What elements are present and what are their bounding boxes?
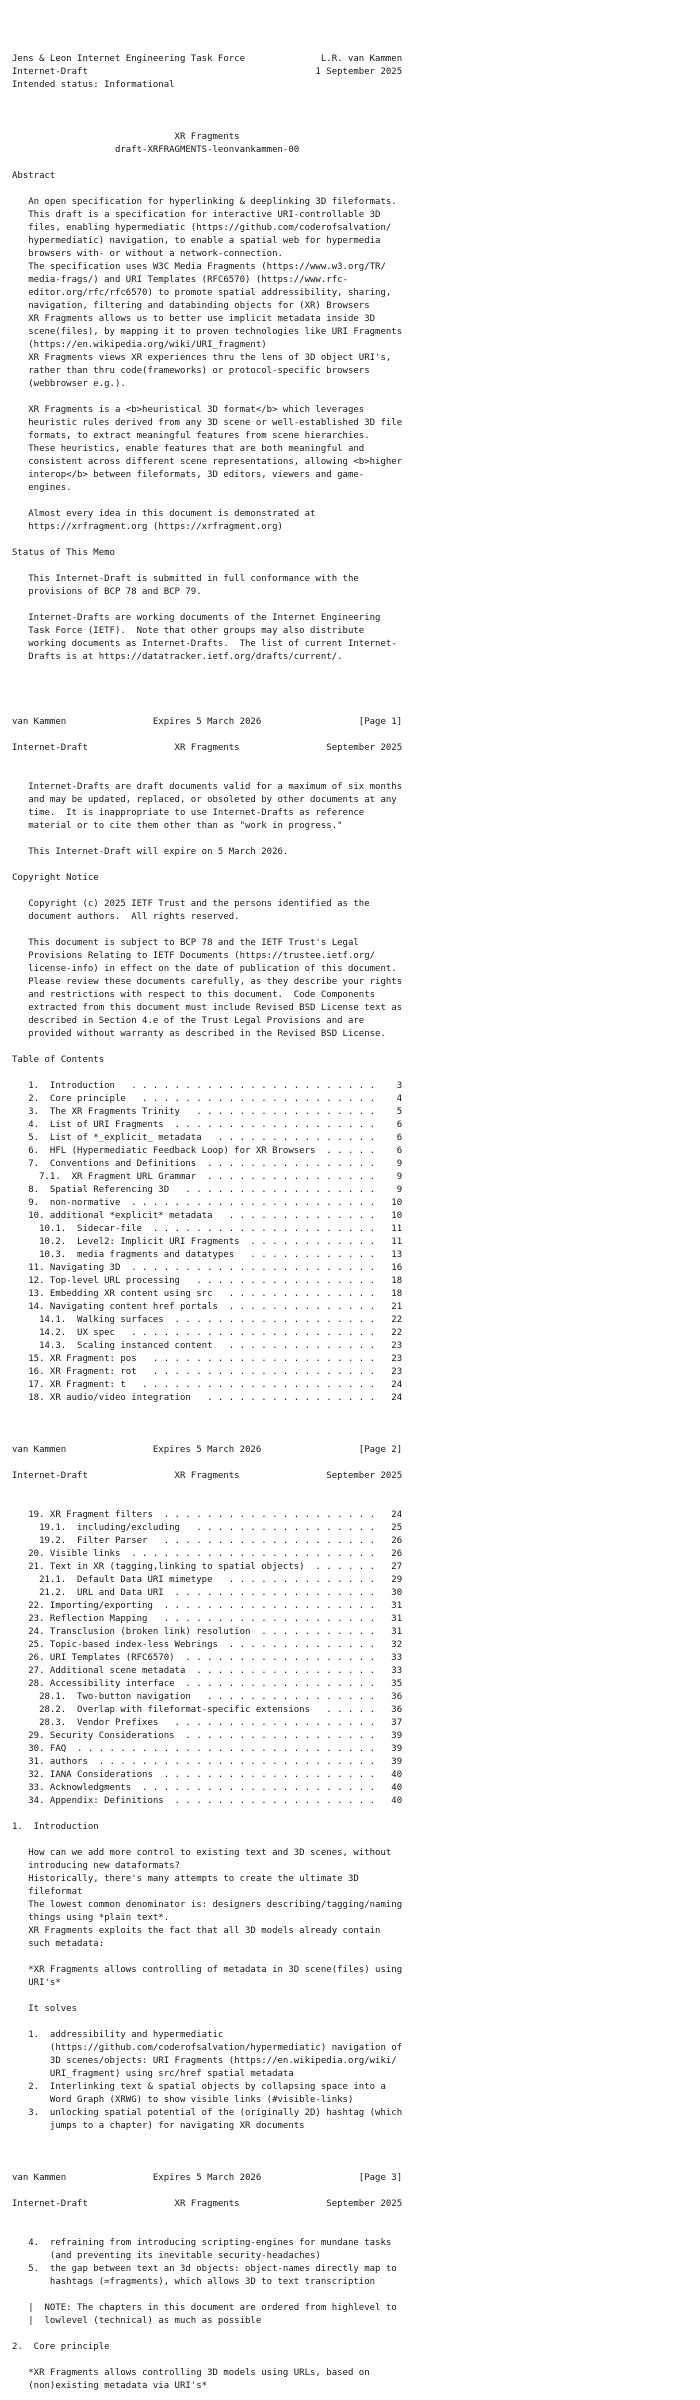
blank-line (12, 1834, 700, 1847)
toc-part-2-entry: 28.1. Two-button navigation . . . . . . . . . . . . . . . . 36 (12, 1692, 403, 1702)
section-1-heading: 1. Introduction (12, 1822, 99, 1832)
toc-part-2-entry: 19.1. including/excluding . . . . . . . . . . . . . . . . . 25 (12, 1523, 403, 1533)
page-footer-1: van Kammen Expires 5 March 2026 [Page 1] (12, 717, 403, 727)
blank-line (12, 677, 700, 690)
abstract-paragraph-2: heuristic rules derived from any 3D scene or well-established 3D file (12, 418, 403, 428)
section-2-emphasis: (non)existing metadata via URI's* (12, 2381, 208, 2391)
blank-line (12, 1483, 700, 1496)
blank-line (12, 833, 700, 846)
toc-part-2-entry: 23. Reflection Mapping . . . . . . . . . . . . . . . . . . . . 31 (12, 1614, 403, 1624)
copyright-paragraph-2: Provisions Relating to IETF Documents (https://trustee.ietf.org/ (12, 951, 376, 961)
toc-part-2-entry: 19.2. Filter Parser . . . . . . . . . . . . . . . . . . . . 26 (12, 1536, 403, 1546)
toc-part-1-entry: 7. Conventions and Definitions . . . . . . . . . . . . . . . . 9 (12, 1159, 403, 1169)
abstract-paragraph-2: engines. (12, 483, 72, 493)
status-paragraph-1: provisions of BCP 78 and BCP 79. (12, 587, 202, 597)
toc-part-2-entry: 19. XR Fragment filters . . . . . . . . . . . . . . . . . . . . 24 (12, 1510, 403, 1520)
masthead: Jens & Leon Internet Engineering Task Force L.R. van Kammen (12, 54, 403, 64)
blank-line (12, 2159, 700, 2172)
toc-part-2-entry: 30. FAQ . . . . . . . . . . . . . . . . . . . . . . . . . . . . 39 (12, 1744, 403, 1754)
blank-line (12, 1405, 700, 1418)
blank-line (12, 2133, 700, 2146)
section-1-paragraph: things using *plain text*. (12, 1913, 170, 1923)
it-solves-line: It solves (12, 2004, 78, 2014)
toc-part-1-entry: 17. XR Fragment: t . . . . . . . . . . . . . . . . . . . . . . 24 (12, 1380, 403, 1390)
blank-line (12, 157, 700, 170)
section-2-heading: 2. Core principle (12, 2342, 110, 2352)
toc-part-2-entry: 28.3. Vendor Prefixes . . . . . . . . . . . . . . . . . . . 37 (12, 1718, 403, 1728)
toc-part-2-entry: 21.2. URL and Data URI . . . . . . . . . . . . . . . . . . . 30 (12, 1588, 403, 1598)
toc-part-1-entry: 4. List of URI Fragments . . . . . . . . . . . . . . . . . . . 6 (12, 1120, 403, 1130)
copyright-paragraph-1: Copyright (c) 2025 IETF Trust and the persons identified as the (12, 899, 370, 909)
masthead: Internet-Draft 1 September 2025 (12, 67, 403, 77)
toc-part-1-entry: 13. Embedding XR content using src . . . . . . . . . . . . . . 18 (12, 1289, 403, 1299)
abstract-paragraph-1: An open specification for hyperlinking & deeplinking 3D fileformats. (12, 197, 397, 207)
toc-heading: Table of Contents (12, 1055, 105, 1065)
toc-part-1-entry: 11. Navigating 3D . . . . . . . . . . . . . . . . . . . . . . . 16 (12, 1263, 403, 1273)
section-1-paragraph: How can we add more control to existing text and 3D scenes, without (12, 1848, 392, 1858)
blank-line (12, 729, 700, 742)
toc-part-1-entry: 10.3. media fragments and datatypes . . . . . . . . . . . . 13 (12, 1250, 403, 1260)
status-paragraph-1: This Internet-Draft is submitted in full conformance with the (12, 574, 359, 584)
copyright-paragraph-2: provided without warranty as described in the Revised BSD License. (12, 1029, 386, 1039)
abstract-paragraph-1: XR Fragments views XR experiences thru the lens of 3D object URI's, (12, 353, 392, 363)
toc-part-1-entry: 8. Spatial Referencing 3D . . . . . . . . . . . . . . . . . . 9 (12, 1185, 403, 1195)
blank-line (12, 859, 700, 872)
abstract-paragraph-3: Almost every idea in this document is demonstrated at (12, 509, 316, 519)
blank-line (12, 183, 700, 196)
abstract-paragraph-1: rather than thru code(frameworks) or protocol-specific browsers (12, 366, 370, 376)
blank-line (12, 92, 700, 105)
abstract-paragraph-1: (webbrowser e.g.). (12, 379, 126, 389)
section-1-paragraph: Historically, there's many attempts to create the ultimate 3D (12, 1874, 359, 1884)
status-paragraph-2: Internet-Drafts are working documents of the Internet Engineering (12, 613, 381, 623)
blank-line (12, 2328, 700, 2341)
solves-list-items-1-3: (https://github.com/coderofsalvation/hypermediatic) navigation of (12, 2043, 403, 2053)
toc-part-2-entry: 31. authors . . . . . . . . . . . . . . . . . . . . . . . . . . 39 (12, 1757, 403, 1767)
toc-part-1-entry: 1. Introduction . . . . . . . . . . . . . . . . . . . . . . . 3 (12, 1081, 403, 1091)
blank-line (12, 664, 700, 677)
abstract-paragraph-2: consistent across different scene representations, allowing <b>higher (12, 457, 403, 467)
copyright-paragraph-2: and restrictions with respect to this document. Code Components (12, 990, 376, 1000)
blank-line (12, 560, 700, 573)
toc-part-1-entry: 14. Navigating content href portals . . . . . . . . . . . . . . 21 (12, 1302, 403, 1312)
copyright-paragraph-2: Please review these documents carefully, as they describe your rights (12, 977, 403, 987)
blank-line (12, 2185, 700, 2198)
blank-line (12, 599, 700, 612)
validity-paragraph: and may be updated, replaced, or obsoleted by other documents at any (12, 795, 397, 805)
page-header-2: Internet-Draft XR Fragments September 2025 (12, 743, 403, 753)
blank-line (12, 105, 700, 118)
page-header-4: Internet-Draft XR Fragments September 2025 (12, 2199, 403, 2209)
section-2-emphasis: *XR Fragments allows controlling 3D models using URLs, based on (12, 2368, 370, 2378)
copyright-paragraph-2: extracted from this document must include Revised BSD License text as (12, 1003, 403, 1013)
validity-paragraph: material or to cite them other than as "work in progress." (12, 821, 343, 831)
status-paragraph-2: Drafts is at https://datatracker.ietf.org/drafts/current/. (12, 652, 343, 662)
blank-line (12, 1418, 700, 1431)
blank-line (12, 2016, 700, 2029)
solves-list-items-1-3: Word Graph (XRWG) to show visible links (#visible-links) (12, 2095, 354, 2105)
copyright-heading: Copyright Notice (12, 873, 99, 883)
toc-part-1-entry: 3. The XR Fragments Trinity . . . . . . . . . . . . . . . . . 5 (12, 1107, 403, 1117)
abstract-paragraph-2: formats, to extract meaningful features from scene hierarchies. (12, 431, 370, 441)
abstract-paragraph-1: media-frags/) and URI Templates (RFC6570) (https://www.rfc- (12, 275, 348, 285)
blank-line (12, 534, 700, 547)
toc-part-2-entry: 22. Importing/exporting . . . . . . . . . . . . . . . . . . . . 31 (12, 1601, 403, 1611)
toc-part-2-entry: 33. Acknowledgments . . . . . . . . . . . . . . . . . . . . . . 40 (12, 1783, 403, 1793)
abstract-paragraph-1: scene(files), by mapping it to proven technologies like URI Fragments (12, 327, 403, 337)
doc-title: XR Fragments (12, 132, 240, 142)
abstract-paragraph-3: https://xrfragment.org (https://xrfragment.org) (12, 522, 283, 532)
abstract-paragraph-1: XR Fragments allows us to better use implicit metadata inside 3D (12, 314, 376, 324)
note-block: | lowlevel (technical) as much as possible (12, 2316, 262, 2326)
toc-part-2-entry: 28. Accessibility interface . . . . . . . . . . . . . . . . . . 35 (12, 1679, 403, 1689)
solves-list-items-4-5: 5. the gap between text an 3d objects: object-names directly map to (12, 2264, 397, 2274)
solves-list-items-1-3: URI_fragment) using src/href spatial metadata (12, 2069, 294, 2079)
toc-part-2-entry: 26. URI Templates (RFC6570) . . . . . . . . . . . . . . . . . . 33 (12, 1653, 403, 1663)
abstract-paragraph-1: The specification uses W3C Media Fragments (https://www.w3.org/TR/ (12, 262, 386, 272)
toc-part-2-entry: 20. Visible links . . . . . . . . . . . . . . . . . . . . . . . 26 (12, 1549, 403, 1559)
page-footer-3: van Kammen Expires 5 March 2026 [Page 3] (12, 2173, 403, 2183)
page-header-3: Internet-Draft XR Fragments September 2025 (12, 1471, 403, 1481)
solves-list-items-1-3: 2. Interlinking text & spatial objects by collapsing space into a (12, 2082, 386, 2092)
section-1-paragraph: such metadata: (12, 1939, 105, 1949)
section-1-paragraph: introducing new dataformats? (12, 1861, 180, 1871)
abstract-paragraph-1: editor.org/rfc/rfc6570) to promote spatial addressibility, sharing, (12, 288, 392, 298)
toc-part-2-entry: 24. Transclusion (broken link) resolution . . . . . . . . . . . 31 (12, 1627, 403, 1637)
toc-part-2-entry: 34. Appendix: Definitions . . . . . . . . . . . . . . . . . . . 40 (12, 1796, 403, 1806)
abstract-paragraph-1: This draft is a specification for interactive URI-controllable 3D (12, 210, 381, 220)
blank-line (12, 1067, 700, 1080)
blank-line (12, 703, 700, 716)
solves-list-items-1-3: 1. addressibility and hypermediatic (12, 2030, 224, 2040)
toc-part-1-entry: 5. List of *_explicit_ metadata . . . . . . . . . . . . . . . 6 (12, 1133, 403, 1143)
toc-part-1-entry: 2. Core principle . . . . . . . . . . . . . . . . . . . . . . 4 (12, 1094, 403, 1104)
page-footer-2: van Kammen Expires 5 March 2026 [Page 2] (12, 1445, 403, 1455)
toc-part-2-entry: 21.1. Default Data URI mimetype . . . . . . . . . . . . . . 29 (12, 1575, 403, 1585)
validity-paragraph: time. It is inappropriate to use Internet-Drafts as reference (12, 808, 365, 818)
toc-part-1-entry: 10.1. Sidecar-file . . . . . . . . . . . . . . . . . . . . . 11 (12, 1224, 403, 1234)
blank-line (12, 2211, 700, 2224)
blank-line (12, 768, 700, 781)
section-1-emphasis: URI's* (12, 1978, 61, 1988)
toc-part-2-entry: 25. Topic-based index-less Webrings . . . . . . . . . . . . . . 32 (12, 1640, 403, 1650)
section-1-paragraph: fileformat (12, 1887, 83, 1897)
abstract-heading: Abstract (12, 171, 56, 181)
toc-part-1-entry: 12. Top-level URL processing . . . . . . . . . . . . . . . . . 18 (12, 1276, 403, 1286)
toc-part-2-entry: 28.2. Overlap with fileformat-specific extensions . . . . . 36 (12, 1705, 403, 1715)
validity-paragraph: Internet-Drafts are draft documents valid for a maximum of six months (12, 782, 403, 792)
toc-part-2-entry: 32. IANA Considerations . . . . . . . . . . . . . . . . . . . . 40 (12, 1770, 403, 1780)
copyright-paragraph-2: license-info) in effect on the date of publication of this document. (12, 964, 397, 974)
toc-part-2-entry: 27. Additional scene metadata . . . . . . . . . . . . . . . . . 33 (12, 1666, 403, 1676)
abstract-paragraph-1: navigation, filtering and databinding objects for (XR) Browsers (12, 301, 370, 311)
toc-part-1-entry: 14.3. Scaling instanced content . . . . . . . . . . . . . . 23 (12, 1341, 403, 1351)
expiry-paragraph: This Internet-Draft will expire on 5 March 2026. (12, 847, 289, 857)
solves-list-items-4-5: 4. refraining from introducing scripting-engines for mundane tasks (12, 2238, 392, 2248)
note-block: | NOTE: The chapters in this document are ordered from highlevel to (12, 2303, 397, 2313)
toc-part-1-entry: 14.2. UX spec . . . . . . . . . . . . . . . . . . . . . . . 22 (12, 1328, 403, 1338)
blank-line (12, 1808, 700, 1821)
solves-list-items-4-5: hashtags (=fragments), which allows 3D to text transcription (12, 2277, 376, 2287)
abstract-paragraph-2: These heuristics, enable features that are both meaningful and (12, 444, 365, 454)
blank-line (12, 924, 700, 937)
toc-part-1-entry: 10.2. Level2: Implicit URI Fragments . . . . . . . . . . . . 11 (12, 1237, 403, 1247)
toc-part-1-entry: 10. additional *explicit* metadata . . . . . . . . . . . . . . 10 (12, 1211, 403, 1221)
abstract-paragraph-1: files, enabling hypermediatic (https://github.com/coderofsalvation/ (12, 223, 392, 233)
blank-line (12, 118, 700, 131)
blank-line (12, 1431, 700, 1444)
section-1-paragraph: The lowest common denominator is: designers describing/tagging/naming (12, 1900, 403, 1910)
toc-part-1-entry: 14.1. Walking surfaces . . . . . . . . . . . . . . . . . . . 22 (12, 1315, 403, 1325)
blank-line (12, 495, 700, 508)
toc-part-2-entry: 21. Text in XR (tagging,linking to spatial objects) . . . . . . 27 (12, 1562, 403, 1572)
solves-list-items-4-5: (and preventing its inevitable security-headaches) (12, 2251, 321, 2261)
status-paragraph-2: Task Force (IETF). Note that other groups may also distribute (12, 626, 365, 636)
toc-part-1-entry: 7.1. XR Fragment URL Grammar . . . . . . . . . . . . . . . . 9 (12, 1172, 403, 1182)
toc-part-1-entry: 16. XR Fragment: rot . . . . . . . . . . . . . . . . . . . . . 23 (12, 1367, 403, 1377)
blank-line (12, 2289, 700, 2302)
solves-list-items-1-3: 3D scenes/objects: URI Fragments (https://en.wikipedia.org/wiki/ (12, 2056, 397, 2066)
abstract-paragraph-1: hypermediatic) navigation, to enable a spatial web for hypermedia (12, 236, 381, 246)
abstract-paragraph-2: XR Fragments is a <b>heuristical 3D format</b> which leverages (12, 405, 365, 415)
blank-line (12, 1041, 700, 1054)
blank-line (12, 1457, 700, 1470)
blank-line (12, 2146, 700, 2159)
abstract-paragraph-1: (https://en.wikipedia.org/wiki/URI_fragment) (12, 340, 267, 350)
section-1-paragraph: XR Fragments exploits the fact that all 3D models already contain (12, 1926, 381, 1936)
doc-title: draft-XRFRAGMENTS-leonvankammen-00 (12, 145, 300, 155)
abstract-paragraph-1: browsers with- or without a network-connection. (12, 249, 283, 259)
section-1-emphasis: *XR Fragments allows controlling of metadata in 3D scene(files) using (12, 1965, 403, 1975)
blank-line (12, 1990, 700, 2003)
blank-line (12, 690, 700, 703)
blank-line (12, 2224, 700, 2237)
blank-line (12, 885, 700, 898)
toc-part-2-entry: 29. Security Considerations . . . . . . . . . . . . . . . . . . 39 (12, 1731, 403, 1741)
copyright-paragraph-1: document authors. All rights reserved. (12, 912, 240, 922)
copyright-paragraph-2: This document is subject to BCP 78 and the IETF Trust's Legal (12, 938, 359, 948)
toc-part-1-entry: 6. HFL (Hypermediatic Feedback Loop) for XR Browsers . . . . . 6 (12, 1146, 403, 1156)
masthead: Intended status: Informational (12, 80, 403, 90)
toc-part-1-entry: 18. XR audio/video integration . . . . . . . . . . . . . . . . 24 (12, 1393, 403, 1403)
blank-line (12, 755, 700, 768)
toc-part-1-entry: 9. non-normative . . . . . . . . . . . . . . . . . . . . . . . 10 (12, 1198, 403, 1208)
toc-part-1-entry: 15. XR Fragment: pos . . . . . . . . . . . . . . . . . . . . . 23 (12, 1354, 403, 1364)
blank-line (12, 1496, 700, 1509)
abstract-paragraph-2: interop</b> between fileformats, 3D editors, viewers and game- (12, 470, 365, 480)
copyright-paragraph-2: described in Section 4.e of the Trust Legal Provisions and are (12, 1016, 365, 1026)
status-heading: Status of This Memo (12, 548, 115, 558)
status-paragraph-2: working documents as Internet-Drafts. The list of current Internet- (12, 639, 397, 649)
solves-list-items-1-3: jumps to a chapter) for navigating XR documents (12, 2121, 305, 2131)
solves-list-items-1-3: 3. unlocking spatial potential of the (originally 2D) hashtag (which (12, 2108, 403, 2118)
blank-line (12, 1951, 700, 1964)
blank-line (12, 391, 700, 404)
blank-line (12, 2354, 700, 2367)
